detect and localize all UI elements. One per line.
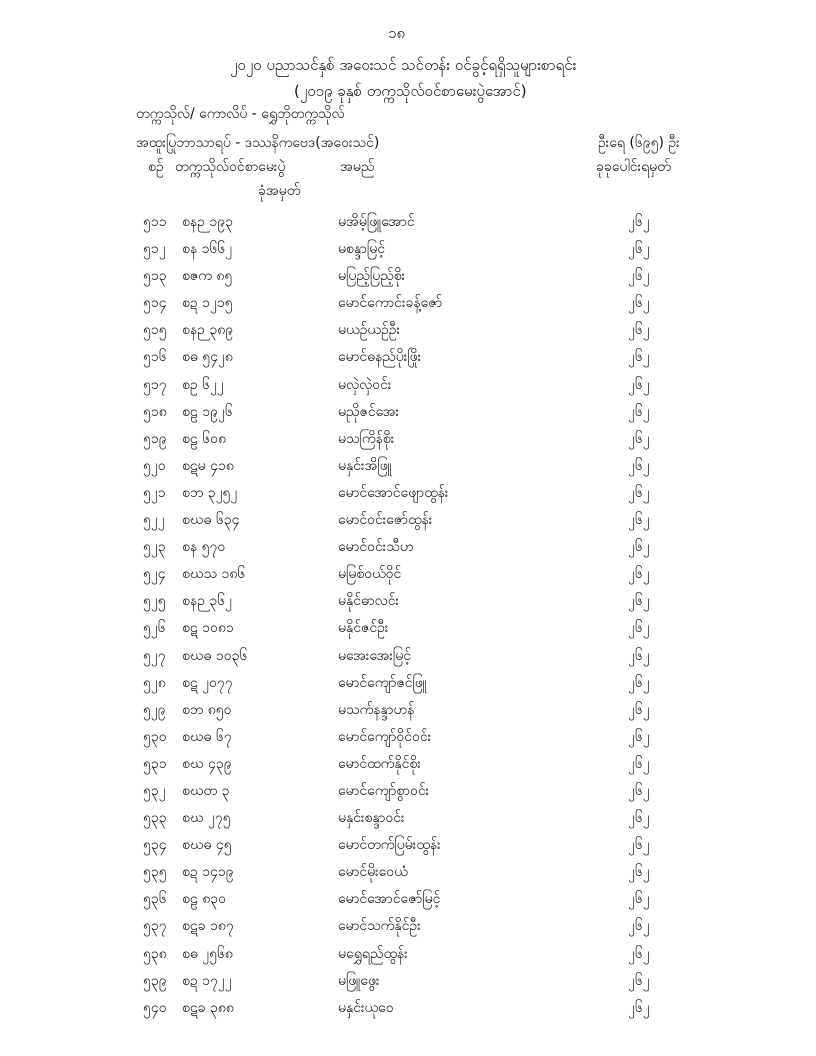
table-row — [0, 673, 816, 700]
row-roll-number: စနဉ ၃၆၂ — [182, 593, 232, 610]
row-student-name: မောင်အောင်ဖျောထွန်း — [338, 484, 449, 501]
row-total-marks: ၂၆၂ — [628, 593, 650, 610]
row-roll-number: စဘ ၃၂၅၂ — [182, 484, 238, 501]
row-serial-no: ၅၃၀ — [143, 728, 167, 745]
row-serial-no: ၅၁၁ — [143, 214, 167, 230]
row-serial-no: ၅၂၅ — [143, 593, 166, 610]
table-row — [0, 916, 816, 943]
table-row — [0, 537, 816, 564]
row-total-marks: ၂၆၂ — [628, 512, 650, 529]
page-number: ၁၈ — [388, 24, 406, 42]
row-student-name: မညိုဇင်အေး — [338, 403, 400, 420]
table-row — [0, 266, 816, 293]
row-student-name: မပြည့်ပြည့်စိုး — [338, 268, 406, 285]
table-row — [0, 239, 816, 266]
header-roll-number: တက္ကသိုလ်ဝင်စာမေးပွဲ — [175, 159, 286, 175]
row-serial-no: ၅၃၈ — [143, 945, 167, 962]
row-roll-number: စနဉ ၃၈၉ — [182, 322, 234, 339]
row-roll-number: စဓ ၂၅၆၈ — [182, 945, 233, 962]
row-total-marks: ၂၆၂ — [628, 376, 650, 393]
row-roll-number: စဃ ၄၃၉ — [182, 755, 232, 772]
row-roll-number: စဃဓ ၆၇ — [182, 728, 232, 745]
row-total-marks: ၂၆၂ — [628, 674, 650, 691]
row-serial-no: ၅၃၄ — [143, 837, 167, 854]
table-row — [0, 944, 816, 971]
table-row — [0, 835, 816, 862]
row-student-name: မနှင်းယုဝေ — [338, 999, 394, 1016]
header-roll-number-line-2: ခုံအမှတ် — [258, 183, 301, 199]
row-student-name: မောင်ကျော်ဝိုင်ဝင်း — [338, 728, 432, 745]
row-roll-number: စဋခ ၃၈၈ — [182, 999, 234, 1016]
table-row — [0, 808, 816, 835]
row-roll-number: စန ၁၆၆၂ — [182, 241, 233, 258]
row-roll-number: စဍ ၁၄၁၉ — [182, 864, 234, 881]
row-student-name: မောင်ဝင်းသီဟ — [338, 539, 414, 556]
table-row — [0, 293, 816, 320]
table-row — [0, 483, 816, 510]
row-student-name: မောင်ဓနည်ပိုးဖြိုး — [338, 349, 422, 366]
table-row — [0, 347, 816, 374]
row-roll-number: စဠ ၁၉၂၆ — [182, 403, 233, 420]
table-row — [0, 971, 816, 998]
total-count: ဦးရေ (၆၉၅) ဦး — [598, 135, 680, 151]
row-roll-number: စဘ ၈၅၀ — [182, 701, 232, 718]
row-student-name: မလှဲလှဲဝင်း — [338, 376, 392, 393]
row-student-name: မောင်သက်နိုင်ဦး — [338, 918, 421, 935]
university-line: တက္ကသိုလ်/ ကောလိပ် - ရွှေဘိုတက္ကသိုလ် — [136, 106, 345, 122]
row-student-name: မဖြူဖွေး — [338, 972, 380, 989]
table-row — [0, 727, 816, 754]
student-list — [0, 212, 816, 1025]
row-roll-number: စဓ ၅၄၂၈ — [182, 349, 233, 366]
row-roll-number: စဠ ၈၃၀ — [182, 891, 227, 908]
row-serial-no: ၅၂၇ — [143, 647, 166, 664]
table-row — [0, 591, 816, 618]
row-total-marks: ၂၆၂ — [628, 322, 650, 339]
row-total-marks: ၂၆၂ — [628, 484, 650, 501]
row-student-name: မနှင်းအိဖြူ — [338, 457, 392, 474]
row-roll-number: စဋခ ၁၈၇ — [182, 918, 234, 935]
row-student-name: မောင်ကျော်စွာဝင်း — [338, 782, 430, 799]
row-total-marks: ၂၆၂ — [628, 701, 650, 718]
row-serial-no: ၅၃၉ — [143, 972, 167, 989]
row-student-name: မသကြိန်စိုး — [338, 430, 395, 447]
table-row — [0, 862, 816, 889]
row-total-marks: ၂၆၂ — [628, 403, 650, 420]
document-title: ၂၀၂၀ ပညာသင်နှစ် အဝေးသင် သင်တန်း ဝင်ခွင့်ရရှိသူများစာရင်း — [230, 56, 577, 74]
table-row — [0, 618, 816, 645]
table-row — [0, 375, 816, 402]
document-subtitle: (၂၀၁၉ ခုနှစ် တက္ကသိုလ်ဝင်စာမေးပွဲအောင်) — [294, 82, 527, 100]
row-student-name: မနိုင်ဓာလင်း — [338, 593, 400, 610]
table-row — [0, 564, 816, 591]
header-serial-no: စဉ် — [148, 159, 164, 175]
row-roll-number: စဍ ၁၂၁၅ — [182, 295, 233, 312]
row-student-name: မောင်မိုးဝေယံ — [338, 864, 408, 881]
row-total-marks: ၂၆၂ — [628, 972, 650, 989]
row-total-marks: ၂၆၂ — [628, 457, 650, 474]
row-serial-no: ၅၃၂ — [143, 782, 166, 799]
table-row — [0, 402, 816, 429]
row-serial-no: ၅၁၈ — [143, 403, 167, 420]
row-roll-number: စဃတ ၃ — [182, 782, 230, 799]
row-total-marks: ၂၆၂ — [628, 295, 650, 312]
row-total-marks: ၂၆၂ — [628, 430, 650, 447]
row-serial-no: ၅၁၇ — [143, 376, 167, 393]
row-roll-number: စဃသ ၁၈၆ — [182, 566, 246, 583]
row-serial-no: ၅၃၆ — [143, 891, 167, 908]
row-roll-number: စဋ ၂၀၇၇ — [182, 674, 233, 691]
row-roll-number: စဠ ၆၀၈ — [182, 430, 227, 447]
row-serial-no: ၅၂၆ — [143, 620, 166, 637]
row-student-name: မောင်တက်ပြမ်းထွန်း — [338, 837, 441, 854]
row-roll-number: စနဉ ၁၉၃ — [182, 214, 233, 230]
row-serial-no: ၅၂၁ — [143, 484, 166, 501]
row-serial-no: ၅၄၀ — [143, 999, 167, 1016]
row-roll-number: စဃ ၂၇၅ — [182, 810, 231, 827]
table-row — [0, 889, 816, 916]
row-serial-no: ၅၃၅ — [143, 864, 167, 881]
row-roll-number: စဃဓ ၆၃၄ — [182, 512, 240, 529]
row-total-marks: ၂၆၂ — [628, 214, 650, 230]
header-total-marks: ခုခုပေါင်းရမှတ် — [596, 159, 671, 175]
row-student-name: မောင်ကျော်ဇင်ဖြူ — [338, 674, 427, 691]
row-total-marks: ၂၆၂ — [628, 620, 650, 637]
row-total-marks: ၂၆၂ — [628, 782, 650, 799]
row-roll-number: စန ၅၇၀ — [182, 539, 226, 556]
table-row — [0, 212, 816, 239]
row-total-marks: ၂၆၂ — [628, 539, 650, 556]
row-serial-no: ၅၂၄ — [143, 566, 166, 583]
row-total-marks: ၂၆၂ — [628, 837, 650, 854]
row-serial-no: ၅၁၅ — [143, 322, 167, 339]
row-total-marks: ၂၆၂ — [628, 647, 650, 664]
row-roll-number: စဃဓ ၁၀၃၆ — [182, 647, 248, 664]
table-row — [0, 429, 816, 456]
row-total-marks: ၂၆၂ — [628, 566, 650, 583]
row-roll-number: စဋ ၁၀၈၁ — [182, 620, 234, 637]
table-row — [0, 998, 816, 1025]
row-total-marks: ၂၆၂ — [628, 349, 650, 366]
row-total-marks: ၂၆၂ — [628, 999, 650, 1016]
row-student-name: မအိမ့်ဖြူအောင် — [338, 214, 415, 230]
row-total-marks: ၂၆၂ — [628, 728, 650, 745]
table-row — [0, 646, 816, 673]
row-student-name: မောင်ထက်နိုင်စိုး — [338, 755, 421, 772]
row-serial-no: ၅၁၉ — [143, 430, 167, 447]
row-serial-no: ၅၁၃ — [143, 268, 167, 285]
row-serial-no: ၅၁၂ — [143, 241, 166, 258]
row-roll-number: စဍ ၁၇၂၂ — [182, 972, 232, 989]
table-row — [0, 510, 816, 537]
row-serial-no: ၅၂၀ — [143, 457, 166, 474]
row-serial-no: ၅၂၉ — [143, 701, 166, 718]
row-total-marks: ၂၆၂ — [628, 755, 650, 772]
row-serial-no: ၅၃၃ — [143, 810, 167, 827]
major-subject-line: အထူးပြုဘာသာရပ် - ဒဿနိကဗေဒ(အဝေးသင်) — [136, 135, 380, 151]
row-total-marks: ၂၆၂ — [628, 810, 650, 827]
table-row — [0, 456, 816, 483]
row-serial-no: ၅၂၂ — [143, 512, 165, 529]
row-total-marks: ၂၆၂ — [628, 891, 650, 908]
row-student-name: မောင်ဝင်းဇော်ထွန်း — [338, 512, 433, 529]
table-row — [0, 781, 816, 808]
row-total-marks: ၂၆၂ — [628, 241, 650, 258]
table-row — [0, 320, 816, 347]
row-total-marks: ၂၆၂ — [628, 945, 650, 962]
row-student-name: မယဉ်ယဉ်ဦး — [338, 322, 401, 339]
row-total-marks: ၂၆၂ — [628, 268, 650, 285]
row-student-name: မမြစ်ဝယ်ဝိုင် — [338, 566, 402, 583]
row-roll-number: စဇက ၈၅ — [182, 268, 233, 285]
row-student-name: မရွှေရည်ထွန်း — [338, 945, 408, 962]
row-serial-no: ၅၂၈ — [143, 674, 166, 691]
row-serial-no: ၅၁၆ — [143, 349, 167, 366]
row-total-marks: ၂၆၂ — [628, 918, 650, 935]
row-serial-no: ၅၃၁ — [143, 755, 167, 772]
table-row — [0, 700, 816, 727]
row-student-name: မနိုင်ဇင်ဦး — [338, 620, 389, 637]
row-roll-number: စဃဓ ၄၅ — [182, 837, 232, 854]
row-student-name: မအေးအေးမြင့် — [338, 647, 412, 664]
table-row — [0, 754, 816, 781]
row-serial-no: ၅၁၄ — [143, 295, 167, 312]
row-student-name: မစန္ဒာမြင့် — [338, 241, 385, 258]
row-student-name: မောင်ကောင်းခန့်ဇော် — [338, 295, 443, 312]
row-serial-no: ၅၃၇ — [143, 918, 167, 935]
row-student-name: မသက်နန္ဒာဟန် — [338, 701, 415, 718]
header-name: အမည် — [340, 159, 375, 175]
row-total-marks: ၂၆၂ — [628, 864, 650, 881]
row-roll-number: စဥ ၆၂၂ — [182, 376, 224, 393]
row-serial-no: ၅၂၃ — [143, 539, 166, 556]
row-student-name: မနှင်းစန္ဒာဝင်း — [338, 810, 405, 827]
row-student-name: မောင်အောင်ဇော်မြင့် — [338, 891, 441, 908]
row-roll-number: စဋမ ၄၁၈ — [182, 457, 234, 474]
